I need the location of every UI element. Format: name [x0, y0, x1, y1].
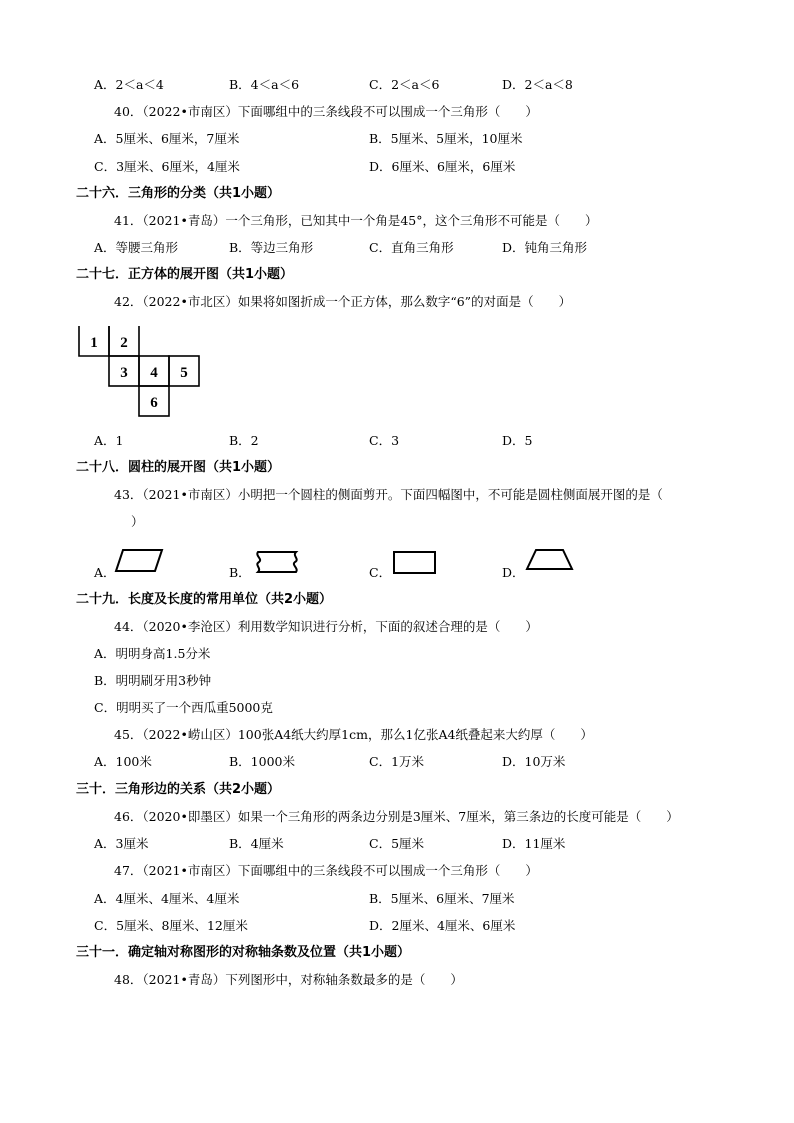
option-c: C．3厘米、6厘米，4厘米 — [94, 159, 240, 174]
wavy-edge-rectangle-shape — [254, 550, 302, 574]
option-a: A．等腰三角形 — [94, 240, 179, 255]
option-d: D．11厘米 — [502, 836, 566, 851]
option-d: D． — [502, 565, 525, 580]
section-heading: 三十．三角形边的关系（共2小题） — [76, 782, 281, 797]
net-label: 4 — [150, 365, 158, 381]
trapezoid-shape — [526, 549, 574, 571]
option-c: C．5厘米 — [369, 836, 425, 851]
net-label: 3 — [120, 365, 128, 381]
option-b: B．5厘米、6厘米、7厘米 — [369, 891, 515, 906]
option-a: A．2＜a＜4 — [94, 77, 164, 92]
net-label: 2 — [120, 335, 128, 351]
question-46: 46．（2020•即墨区）如果一个三角形的两条边分别是3厘米、7厘米，第三条边的长度可能是（ ） — [114, 809, 679, 824]
option-d: D．2厘米、4厘米、6厘米 — [369, 918, 516, 933]
option-d: D．5 — [502, 433, 533, 448]
option-c: C．5厘米、8厘米、12厘米 — [94, 918, 248, 933]
option-a: A．1 — [94, 433, 124, 448]
option-a: A．5厘米、6厘米，7厘米 — [94, 131, 240, 146]
option-b: B．4＜a＜6 — [229, 77, 300, 92]
option-c: C．1万米 — [369, 754, 425, 769]
option-c: C．明明买了一个西瓜重5000克 — [94, 700, 273, 715]
rectangle-shape — [393, 551, 437, 575]
option-d: D．钝角三角形 — [502, 240, 588, 255]
question-45: 45．（2022•崂山区）100张A4纸大约厚1cm，那么1亿张A4纸叠起来大约厚（ ） — [114, 727, 593, 742]
option-a: A．100米 — [94, 754, 152, 769]
question-44: 44．（2020•李沧区）利用数学知识进行分析，下面的叙述合理的是（ ） — [114, 619, 538, 634]
option-a: A．3厘米 — [94, 836, 149, 851]
question-41: 41．（2021•青岛）一个三角形，已知其中一个角是45°，这个三角形不可能是（ ） — [114, 213, 598, 228]
option-b: B．等边三角形 — [229, 240, 314, 255]
option-d: D．6厘米、6厘米，6厘米 — [369, 159, 516, 174]
option-b: B． — [229, 565, 251, 580]
option-b: B．明明刷牙用3秒钟 — [94, 673, 212, 688]
section-heading: 二十七．正方体的展开图（共1小题） — [76, 267, 294, 282]
question-43: 43．（2021•市南区）小明把一个圆柱的侧面剪开。下面四幅图中，不可能是圆柱侧面展开图的是（ — [114, 487, 663, 502]
net-label: 5 — [180, 365, 188, 381]
option-d: D．2＜a＜8 — [502, 77, 573, 92]
section-heading: 二十六．三角形的分类（共1小题） — [76, 186, 281, 201]
section-heading: 三十一．确定轴对称图形的对称轴条数及位置（共1小题） — [76, 945, 411, 960]
option-b: B．2 — [229, 433, 259, 448]
option-c: C．2＜a＜6 — [369, 77, 440, 92]
section-heading: 二十九．长度及长度的常用单位（共2小题） — [76, 592, 333, 607]
net-label: 6 — [150, 395, 158, 411]
option-b: B．5厘米、5厘米，10厘米 — [369, 131, 523, 146]
option-d: D．10万米 — [502, 754, 566, 769]
question-48: 48．（2021•青岛）下列图形中，对称轴条数最多的是（ ） — [114, 972, 463, 987]
option-a: A． — [94, 565, 116, 580]
net-label: 1 — [90, 335, 98, 351]
question-42: 42．（2022•市北区）如果将如图折成一个正方体，那么数字“6”的对面是（ ） — [114, 294, 572, 309]
option-c: C．直角三角形 — [369, 240, 454, 255]
option-b: B．1000米 — [229, 754, 295, 769]
question-43-continued: ） — [131, 514, 144, 529]
cube-net-figure — [76, 326, 206, 421]
option-a: A．明明身高1.5分米 — [94, 646, 211, 661]
option-c: C．3 — [369, 433, 400, 448]
section-heading: 二十八．圆柱的展开图（共1小题） — [76, 460, 281, 475]
question-47: 47．（2021•市南区）下面哪组中的三条线段不可以围成一个三角形（ ） — [114, 863, 538, 878]
parallelogram-shape — [115, 549, 165, 573]
question-40: 40．（2022•市南区）下面哪组中的三条线段不可以围成一个三角形（ ） — [114, 104, 538, 119]
option-c: C． — [369, 565, 392, 580]
option-b: B．4厘米 — [229, 836, 284, 851]
option-a: A．4厘米、4厘米、4厘米 — [94, 891, 240, 906]
